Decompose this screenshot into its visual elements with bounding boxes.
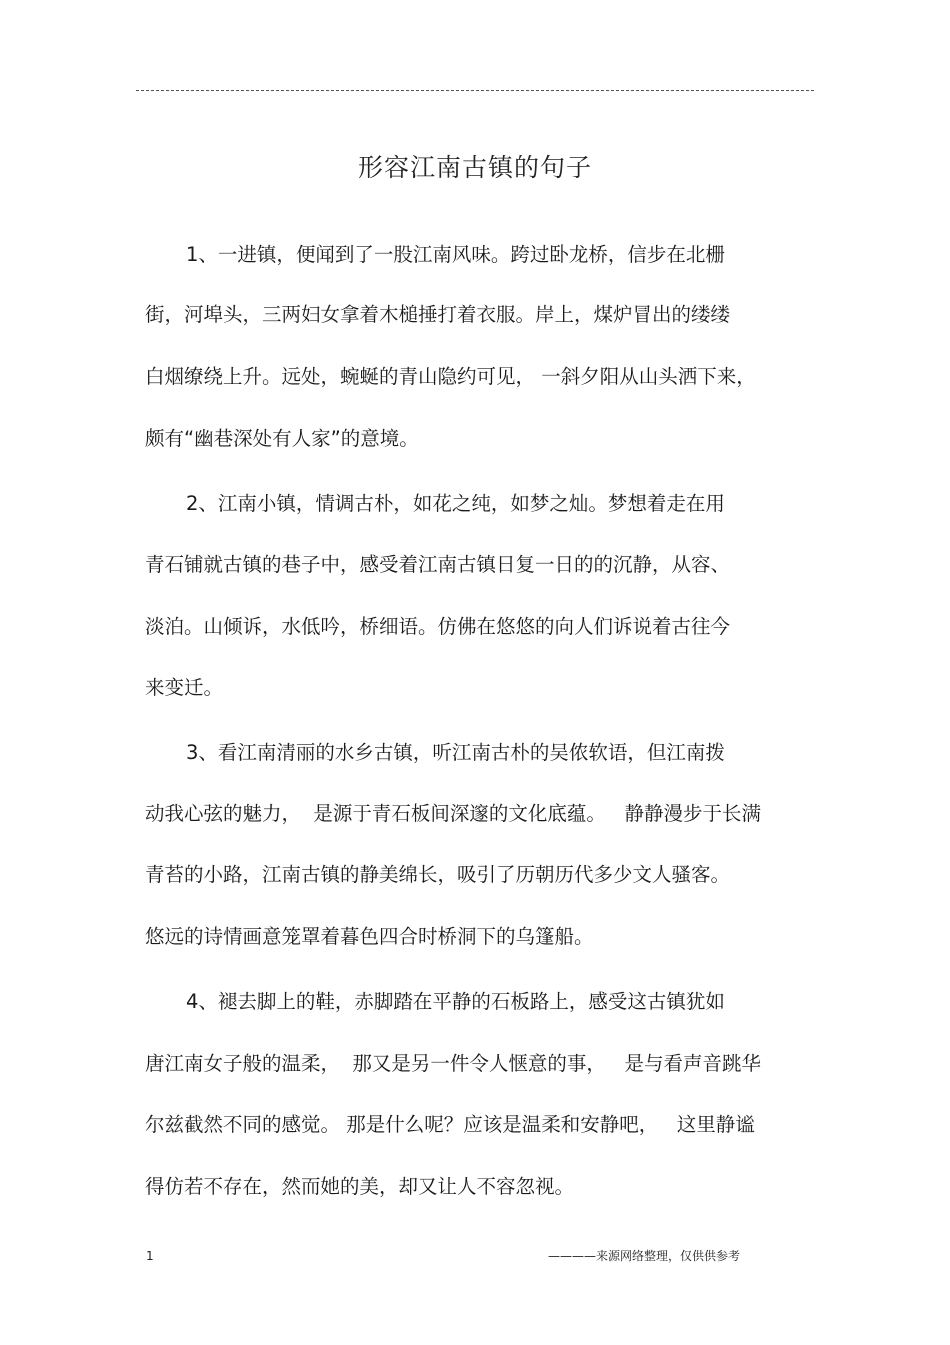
paragraph-line: 3、看江南清丽的水乡古镇，听江南古朴的吴侬软语，但江南拨 [186,741,725,764]
page-number: 1 [146,1249,154,1263]
paragraph-line: 白烟缭绕上升。远处，蜿蜒的青山隐约可见， 一斜夕阳从山头洒下来， [145,365,756,388]
paragraph-line: 青苔的小路，江南古镇的静美绵长，吸引了历朝历代多少文人骚客。 [145,863,731,886]
paragraph-line: 1、一进镇，便闻到了一股江南风味。跨过卧龙桥，信步在北栅 [186,243,725,266]
paragraph-line: 动我心弦的魅力， 是源于青石板间深邃的文化底蕴。 静静漫步于长满 [145,802,761,825]
paragraph-line: 颇有“幽巷深处有人家”的意境。 [145,427,419,450]
paragraph-line: 2、江南小镇，情调古朴，如花之纯，如梦之灿。梦想着走在用 [186,492,725,515]
paragraph-line: 淡泊。山倾诉，水低吟，桥细语。仿佛在悠悠的向人们诉说着古往今 [145,615,731,638]
paragraph-line: 尔兹截然不同的感觉。 那是什么呢？应该是温柔和安静吧， 这里静谧 [145,1113,755,1136]
paragraph-line: 街，河埠头，三两妇女拿着木槌捶打着衣服。岸上，煤炉冒出的缕缕 [145,303,731,326]
header-rule [136,90,814,91]
paragraph-line: 4、褪去脚上的鞋，赤脚踏在平静的石板路上，感受这古镇犹如 [186,990,725,1013]
footer-note: ————来源网络整理，仅供供参考 [548,1249,741,1263]
paragraph-line: 唐江南女子般的温柔， 那又是另一件令人惬意的事， 是与看声音跳华 [145,1052,761,1075]
paragraph-line: 得仿若不存在，然而她的美，却又让人不容忽视。 [145,1175,575,1198]
page-title: 形容江南古镇的句子 [357,153,592,182]
paragraph-line: 悠远的诗情画意笼罩着暮色四合时桥洞下的乌篷船。 [145,925,594,948]
paragraph-line: 来变迁。 [145,676,224,699]
paragraph-line: 青石铺就古镇的巷子中，感受着江南古镇日复一日的的沉静，从容、 [145,553,731,576]
